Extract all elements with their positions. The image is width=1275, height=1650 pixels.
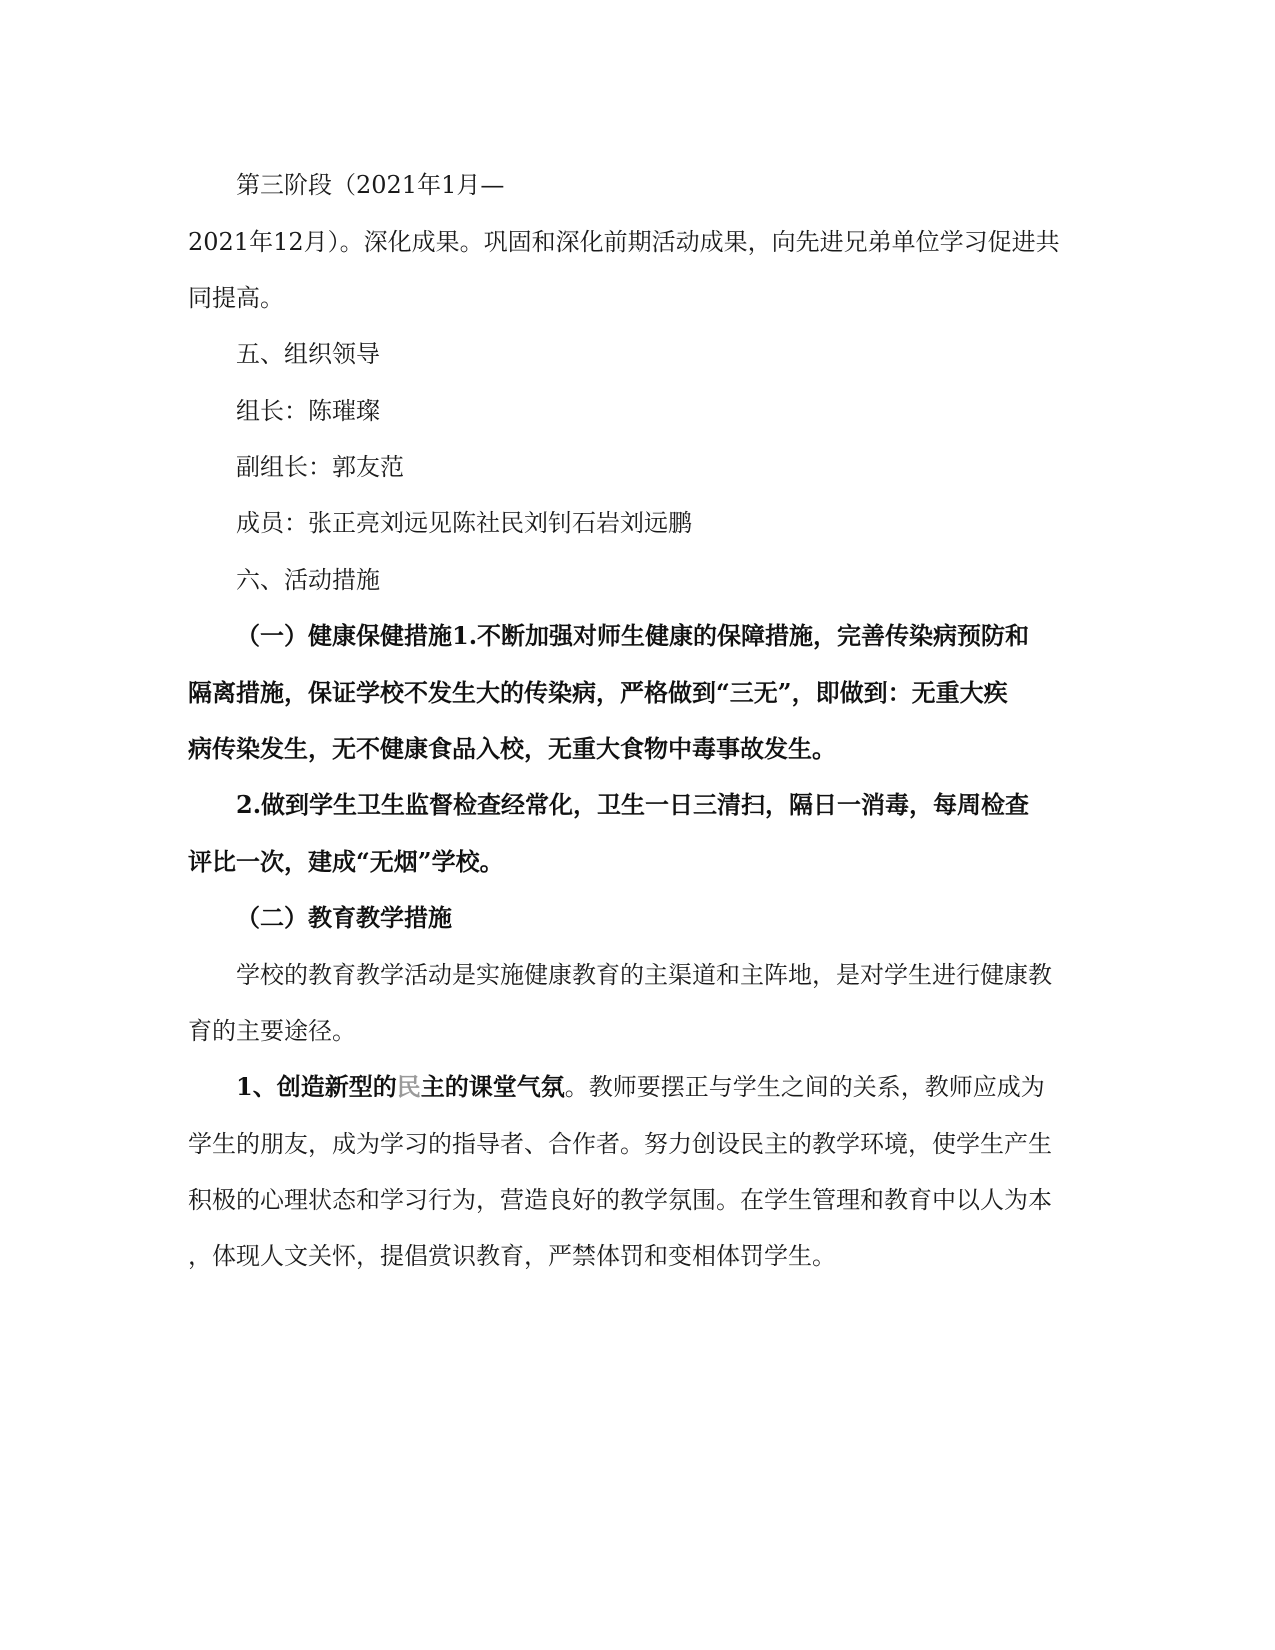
item-1-line-4: ，体现人文关怀，提倡赏识教育，严禁体罚和变相体罚学生。 <box>188 1242 836 1270</box>
education-measures-heading: （二）教育教学措施 <box>236 903 452 932</box>
stage3-line-1: 第三阶段（2021年1月— <box>236 171 505 199</box>
item-1-line-2: 学生的朋友，成为学习的指导者、合作者。努力创设民主的教学环境，使学生产生 <box>188 1130 1052 1158</box>
hygiene-line-2: 评比一次，建成“无烟”学校。 <box>188 847 504 876</box>
hygiene-line-1: 2.做到学生卫生监督检查经常化，卫生一日三清扫，隔日一消毒，每周检查 <box>236 790 1030 819</box>
item-1-line-3: 积极的心理状态和学习行为，营造良好的教学氛围。在学生管理和教育中以人为本 <box>188 1186 1052 1214</box>
stage3-line-3: 同提高。 <box>188 284 284 312</box>
stage3-line-2: 2021年12月）。深化成果。巩固和深化前期活动成果，向先进兄弟单位学习促进共 <box>188 228 1060 256</box>
section-6-heading: 六、活动措施 <box>236 566 380 594</box>
health-measures-line-1: （一）健康保健措施1.不断加强对师生健康的保障措施，完善传染病预防和 <box>236 621 1030 650</box>
item-1-line-1 <box>236 1072 1136 1102</box>
education-intro-line-2: 育的主要途径。 <box>188 1017 356 1045</box>
item-1-title-part-a: 1、创造新型的 <box>236 1072 397 1101</box>
leader-line: 组长：陈璀璨 <box>236 397 380 425</box>
members-line: 成员：张正亮刘远见陈社民刘钊石岩刘远鹏 <box>236 509 692 537</box>
item-1-text: 。教师要摆正与学生之间的关系，教师应成为 <box>564 1073 1045 1101</box>
health-measures-line-3: 病传染发生，无不健康食品入校，无重大食物中毒事故发生。 <box>188 734 836 763</box>
education-intro-line-1: 学校的教育教学活动是实施健康教育的主渠道和主阵地，是对学生进行健康教 <box>236 961 1052 989</box>
deputy-leader-line: 副组长：郭友范 <box>236 453 404 481</box>
section-5-heading: 五、组织领导 <box>236 340 380 368</box>
health-measures-line-2: 隔离措施，保证学校不发生大的传染病，严格做到“三无”，即做到：无重大疾 <box>188 678 1008 707</box>
item-1-title-part-b: 主的课堂气氛 <box>420 1072 565 1101</box>
item-1-title-faint-char: 民 <box>396 1072 421 1101</box>
